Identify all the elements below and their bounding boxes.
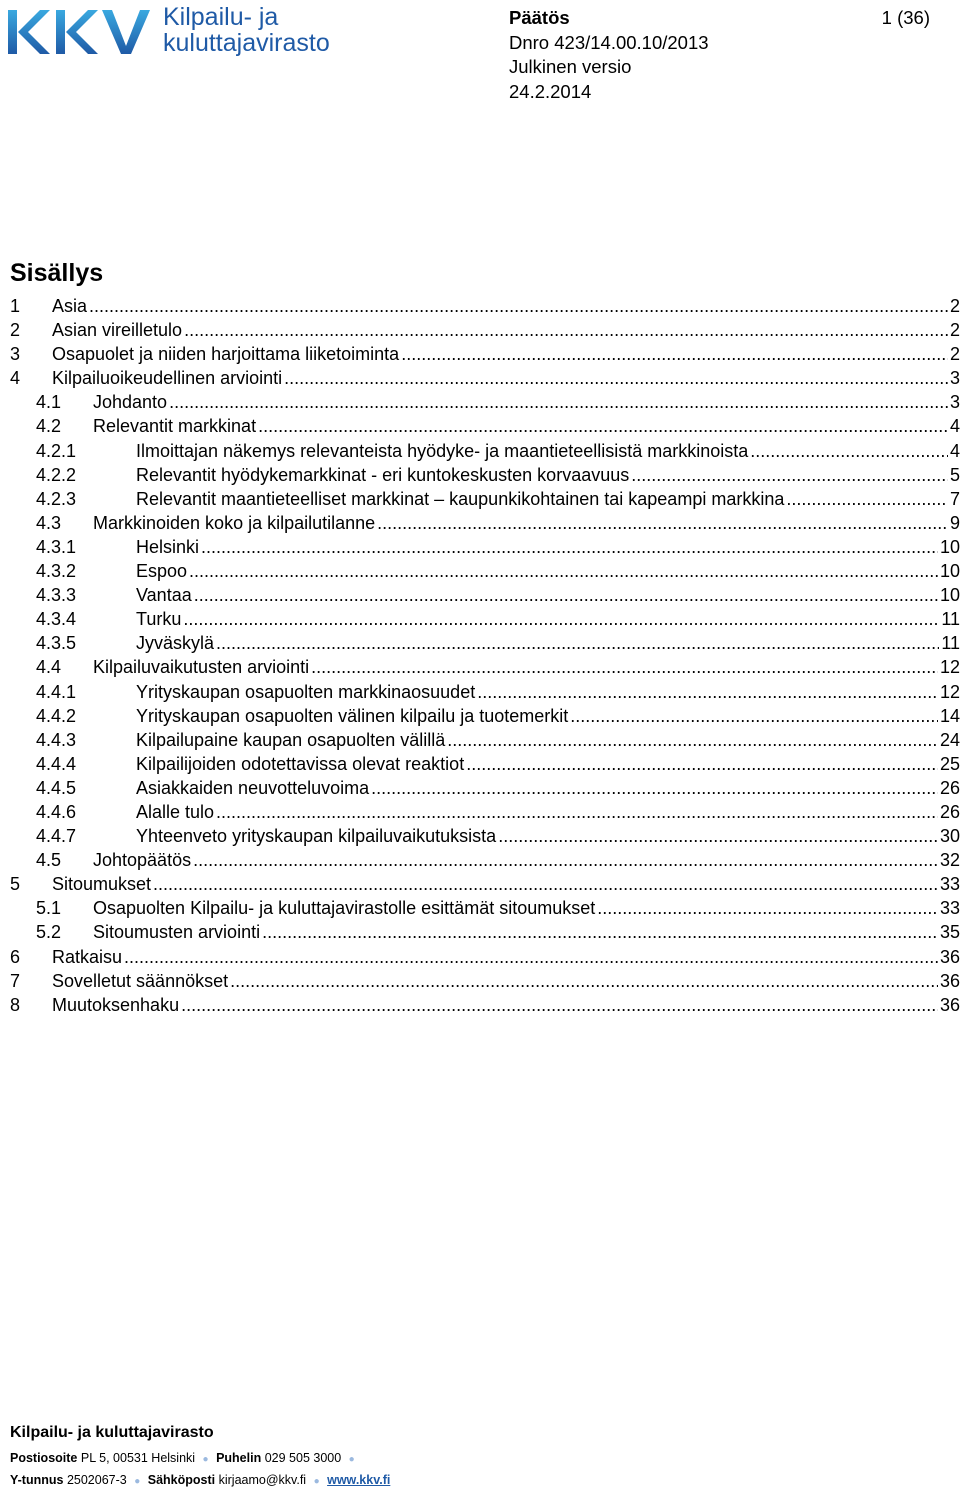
logo-wordmark bbox=[163, 4, 330, 56]
toc-dot-leader bbox=[216, 631, 939, 655]
website-link[interactable]: www.kkv.fi bbox=[327, 1473, 391, 1487]
toc-entry-label: Osapuolet ja niiden harjoittama liiketoiminta bbox=[52, 344, 400, 365]
toc-entry-page: 24 bbox=[939, 729, 960, 750]
toc-entry[interactable] bbox=[10, 511, 960, 535]
toc-dot-leader bbox=[201, 535, 938, 559]
toc-entry-page: 25 bbox=[939, 753, 960, 774]
toc-entry-label: Alalle tulo bbox=[136, 801, 215, 822]
document-date: 24.2.2014 bbox=[509, 80, 592, 102]
table-of-contents bbox=[10, 294, 960, 1017]
toc-entry-number: 4.3 bbox=[36, 512, 62, 533]
toc-entry-number: 4 bbox=[10, 368, 21, 389]
toc-entry-page: 4 bbox=[949, 440, 960, 461]
toc-entry[interactable] bbox=[10, 294, 960, 318]
toc-entry-page: 26 bbox=[939, 777, 960, 798]
kkv-logo bbox=[6, 2, 346, 62]
toc-entry-page: 10 bbox=[939, 585, 960, 606]
toc-entry-label: Relevantit markkinat bbox=[93, 416, 257, 437]
toc-entry-page: 7 bbox=[949, 488, 960, 509]
toc-entry[interactable] bbox=[10, 704, 960, 728]
toc-entry-label: Asian vireilletulo bbox=[52, 320, 183, 341]
toc-dot-leader bbox=[311, 655, 938, 679]
toc-entry-label: Espoo bbox=[136, 561, 188, 582]
toc-entry[interactable] bbox=[10, 390, 960, 414]
logo-line-1: Kilpailu- ja bbox=[163, 3, 279, 31]
footer-org: Kilpailu- ja kuluttajavirasto bbox=[10, 1424, 214, 1441]
toc-entry-number: 4.4.7 bbox=[36, 826, 77, 847]
toc-entry[interactable] bbox=[10, 920, 960, 944]
toc-heading: Sisällys bbox=[10, 259, 104, 287]
toc-entry-label: Ratkaisu bbox=[52, 946, 123, 967]
toc-entry[interactable] bbox=[10, 969, 960, 993]
toc-dot-leader bbox=[371, 776, 938, 800]
toc-entry-number: 1 bbox=[10, 296, 21, 316]
toc-entry-label: Sitoumukset bbox=[52, 874, 152, 895]
toc-entry[interactable] bbox=[10, 631, 960, 655]
toc-entry-number: 3 bbox=[10, 344, 21, 365]
toc-entry-number: 4.3.2 bbox=[36, 561, 77, 582]
toc-entry-label: Sitoumusten arviointi bbox=[93, 922, 261, 943]
toc-entry-number: 5.1 bbox=[36, 898, 62, 919]
toc-entry-page: 11 bbox=[941, 633, 960, 654]
toc-entry-label: Jyväskylä bbox=[136, 633, 215, 654]
toc-entry-page: 10 bbox=[939, 536, 960, 557]
toc-entry-label: Yhteenveto yrityskaupan kilpailuvaikutuksista bbox=[136, 826, 497, 847]
toc-entry-number: 4.1 bbox=[36, 392, 62, 413]
document-header bbox=[509, 6, 709, 104]
toc-entry-page: 9 bbox=[949, 512, 960, 533]
toc-dot-leader bbox=[570, 704, 938, 728]
toc-entry-number: 7 bbox=[10, 970, 21, 991]
document-type: Päätös bbox=[509, 7, 570, 28]
toc-entry[interactable] bbox=[10, 318, 960, 342]
toc-entry-label: Sovelletut säännökset bbox=[52, 970, 229, 991]
toc-entry[interactable] bbox=[10, 728, 960, 752]
toc-entry-label: Vantaa bbox=[136, 585, 192, 606]
toc-entry-page: 35 bbox=[939, 922, 960, 943]
footer bbox=[10, 1422, 950, 1492]
toc-entry[interactable] bbox=[10, 559, 960, 583]
email-value[interactable]: kirjaamo@kkv.fi bbox=[218, 1473, 307, 1487]
toc-entry[interactable] bbox=[10, 848, 960, 872]
toc-dot-leader bbox=[597, 896, 938, 920]
toc-entry-label: Helsinki bbox=[136, 536, 200, 557]
toc-dot-leader bbox=[447, 728, 938, 752]
toc-entry[interactable] bbox=[10, 752, 960, 776]
toc-entry-label: Asia bbox=[52, 296, 88, 316]
toc-entry-number: 4.3.4 bbox=[36, 609, 77, 630]
toc-entry-label: Turku bbox=[136, 609, 182, 630]
toc-entry[interactable] bbox=[10, 535, 960, 559]
toc-dot-leader bbox=[401, 342, 948, 366]
toc-entry[interactable] bbox=[10, 872, 960, 896]
toc-entry-number: 4.4.5 bbox=[36, 777, 77, 798]
toc-entry-page: 2 bbox=[949, 320, 960, 341]
toc-dot-leader bbox=[189, 559, 938, 583]
toc-dot-leader bbox=[466, 752, 938, 776]
bullet-separator-icon: ● bbox=[134, 1476, 141, 1487]
toc-dot-leader bbox=[258, 414, 948, 438]
toc-dot-leader bbox=[181, 993, 938, 1017]
toc-entry-label: Kilpailijoiden odotettavissa olevat reaktiot bbox=[136, 753, 465, 774]
toc-entry-label: Asiakkaiden neuvotteluvoima bbox=[136, 777, 370, 798]
toc-entry-page: 36 bbox=[939, 946, 960, 967]
toc-entry-number: 4.2.1 bbox=[36, 440, 77, 461]
toc-entry-number: 4.4 bbox=[36, 657, 62, 678]
toc-entry[interactable] bbox=[10, 896, 960, 920]
toc-dot-leader bbox=[262, 920, 938, 944]
toc-entry-label: Ilmoittajan näkemys relevanteista hyödyke- ja maantieteellisistä markkinoista bbox=[136, 440, 749, 461]
toc-entry[interactable] bbox=[10, 366, 960, 390]
toc-dot-leader bbox=[184, 318, 948, 342]
toc-dot-leader bbox=[216, 800, 938, 824]
toc-entry[interactable] bbox=[10, 583, 960, 607]
toc-entry[interactable] bbox=[10, 342, 960, 366]
toc-entry-page: 4 bbox=[949, 416, 960, 437]
toc-entry[interactable] bbox=[10, 680, 960, 704]
toc-entry-label: Johdanto bbox=[93, 392, 168, 413]
postal-value: PL 5, 00531 Helsinki bbox=[80, 1451, 196, 1465]
toc-entry-page: 32 bbox=[939, 850, 960, 871]
toc-entry-number: 5.2 bbox=[36, 922, 62, 943]
document-number: Dnro 423/14.00.10/2013 bbox=[509, 31, 709, 53]
toc-entry-label: Relevantit hyödykemarkkinat - eri kuntokeskusten korvaavuus bbox=[136, 464, 630, 485]
toc-entry-page: 26 bbox=[939, 801, 960, 822]
toc-entry-number: 4.4.1 bbox=[36, 681, 77, 702]
toc-entry-number: 5 bbox=[10, 874, 21, 895]
toc-entry-number: 4.3.5 bbox=[36, 633, 77, 654]
toc-dot-leader bbox=[169, 390, 948, 414]
toc-entry-page: 12 bbox=[939, 681, 960, 702]
toc-entry-label: Yrityskaupan osapuolten markkinaosuudet bbox=[136, 681, 476, 702]
bullet-separator-icon: ● bbox=[313, 1476, 320, 1487]
toc-dot-leader bbox=[631, 463, 948, 487]
toc-dot-leader bbox=[477, 680, 938, 704]
toc-entry[interactable] bbox=[10, 800, 960, 824]
toc-dot-leader bbox=[183, 607, 939, 631]
toc-entry-number: 4.4.3 bbox=[36, 729, 77, 750]
toc-entry-number: 4.2.3 bbox=[36, 488, 77, 509]
toc-entry-number: 6 bbox=[10, 946, 21, 967]
toc-entry-number: 4.3.3 bbox=[36, 585, 77, 606]
toc-entry[interactable] bbox=[10, 945, 960, 969]
toc-entry-page: 30 bbox=[939, 826, 960, 847]
toc-entry-number: 4.2 bbox=[36, 416, 62, 437]
footer-contact-line-2 bbox=[10, 1470, 950, 1492]
toc-entry-page: 10 bbox=[939, 561, 960, 582]
toc-dot-leader bbox=[284, 366, 948, 390]
toc-dot-leader bbox=[377, 511, 948, 535]
toc-entry-label: Johtopäätös bbox=[93, 850, 192, 871]
toc-entry[interactable] bbox=[10, 463, 960, 487]
toc-entry-page: 3 bbox=[949, 392, 960, 413]
toc-dot-leader bbox=[153, 872, 938, 896]
ytunnus-value: 2502067-3 bbox=[66, 1473, 127, 1487]
toc-entry-label: Kilpailuvaikutusten arviointi bbox=[93, 657, 310, 678]
kkv-logo-mark-icon bbox=[6, 2, 154, 60]
document-version: Julkinen versio bbox=[509, 56, 632, 77]
toc-entry-label: Yrityskaupan osapuolten välinen kilpailu ja tuotemerkit bbox=[136, 705, 569, 726]
toc-entry[interactable] bbox=[10, 439, 960, 463]
toc-entry-number: 4.4.4 bbox=[36, 753, 77, 774]
toc-entry-number: 4.3.1 bbox=[36, 536, 77, 557]
toc-entry-label: Kilpailupaine kaupan osapuolten välillä bbox=[136, 729, 446, 750]
toc-entry-page: 33 bbox=[939, 898, 960, 919]
toc-entry-label: Osapuolten Kilpailu- ja kuluttajavirastolle esittämät sitoumukset bbox=[93, 898, 596, 919]
toc-entry-page: 36 bbox=[939, 994, 960, 1015]
toc-entry[interactable] bbox=[10, 487, 960, 511]
page-number: 1 (36) bbox=[881, 7, 930, 28]
toc-entry[interactable] bbox=[10, 776, 960, 800]
phone-value: 029 505 3000 bbox=[264, 1451, 342, 1465]
toc-dot-leader bbox=[750, 439, 948, 463]
toc-entry-number: 4.4.2 bbox=[36, 705, 77, 726]
toc-entry-number: 4.4.6 bbox=[36, 801, 77, 822]
toc-entry-page: 36 bbox=[939, 970, 960, 991]
toc-entry-page: 11 bbox=[941, 609, 960, 630]
toc-entry-number: 2 bbox=[10, 320, 21, 341]
toc-entry[interactable] bbox=[10, 414, 960, 438]
toc-entry-label: Relevantit maantieteelliset markkinat – kaupunkikohtainen tai kapeampi markkina bbox=[136, 488, 785, 509]
toc-dot-leader bbox=[194, 583, 938, 607]
toc-entry-page: 33 bbox=[939, 874, 960, 895]
logo-line-2: kuluttajavirasto bbox=[163, 29, 330, 57]
phone-label: Puhelin bbox=[216, 1451, 262, 1465]
toc-entry-label: Markkinoiden koko ja kilpailutilanne bbox=[93, 512, 376, 533]
toc-entry-page: 14 bbox=[939, 705, 960, 726]
email-label: Sähköposti bbox=[147, 1473, 216, 1487]
toc-dot-leader bbox=[786, 487, 948, 511]
toc-entry-page: 12 bbox=[939, 657, 960, 678]
postal-label: Postiosoite bbox=[10, 1451, 78, 1465]
toc-dot-leader bbox=[498, 824, 938, 848]
toc-entry-page: 5 bbox=[949, 464, 960, 485]
toc-entry[interactable] bbox=[10, 607, 960, 631]
toc-dot-leader bbox=[89, 294, 948, 318]
toc-entry[interactable] bbox=[10, 993, 960, 1017]
toc-entry-label: Muutoksenhaku bbox=[52, 994, 180, 1015]
toc-entry-page: 2 bbox=[949, 296, 960, 316]
toc-entry-page: 3 bbox=[949, 368, 960, 389]
bullet-separator-icon: ● bbox=[202, 1454, 209, 1465]
bullet-separator-icon: ● bbox=[348, 1454, 355, 1465]
toc-entry-label: Kilpailuoikeudellinen arviointi bbox=[52, 368, 283, 389]
footer-contact-line-1 bbox=[10, 1448, 950, 1470]
toc-dot-leader bbox=[124, 945, 938, 969]
toc-dot-leader bbox=[230, 969, 938, 993]
ytunnus-label: Y-tunnus bbox=[10, 1473, 64, 1487]
toc-entry-number: 4.5 bbox=[36, 850, 62, 871]
toc-entry[interactable] bbox=[10, 824, 960, 848]
toc-entry-page: 2 bbox=[949, 344, 960, 365]
toc-entry[interactable] bbox=[10, 655, 960, 679]
toc-entry-number: 4.2.2 bbox=[36, 464, 77, 485]
toc-entry-number: 8 bbox=[10, 994, 21, 1015]
toc-dot-leader bbox=[193, 848, 938, 872]
